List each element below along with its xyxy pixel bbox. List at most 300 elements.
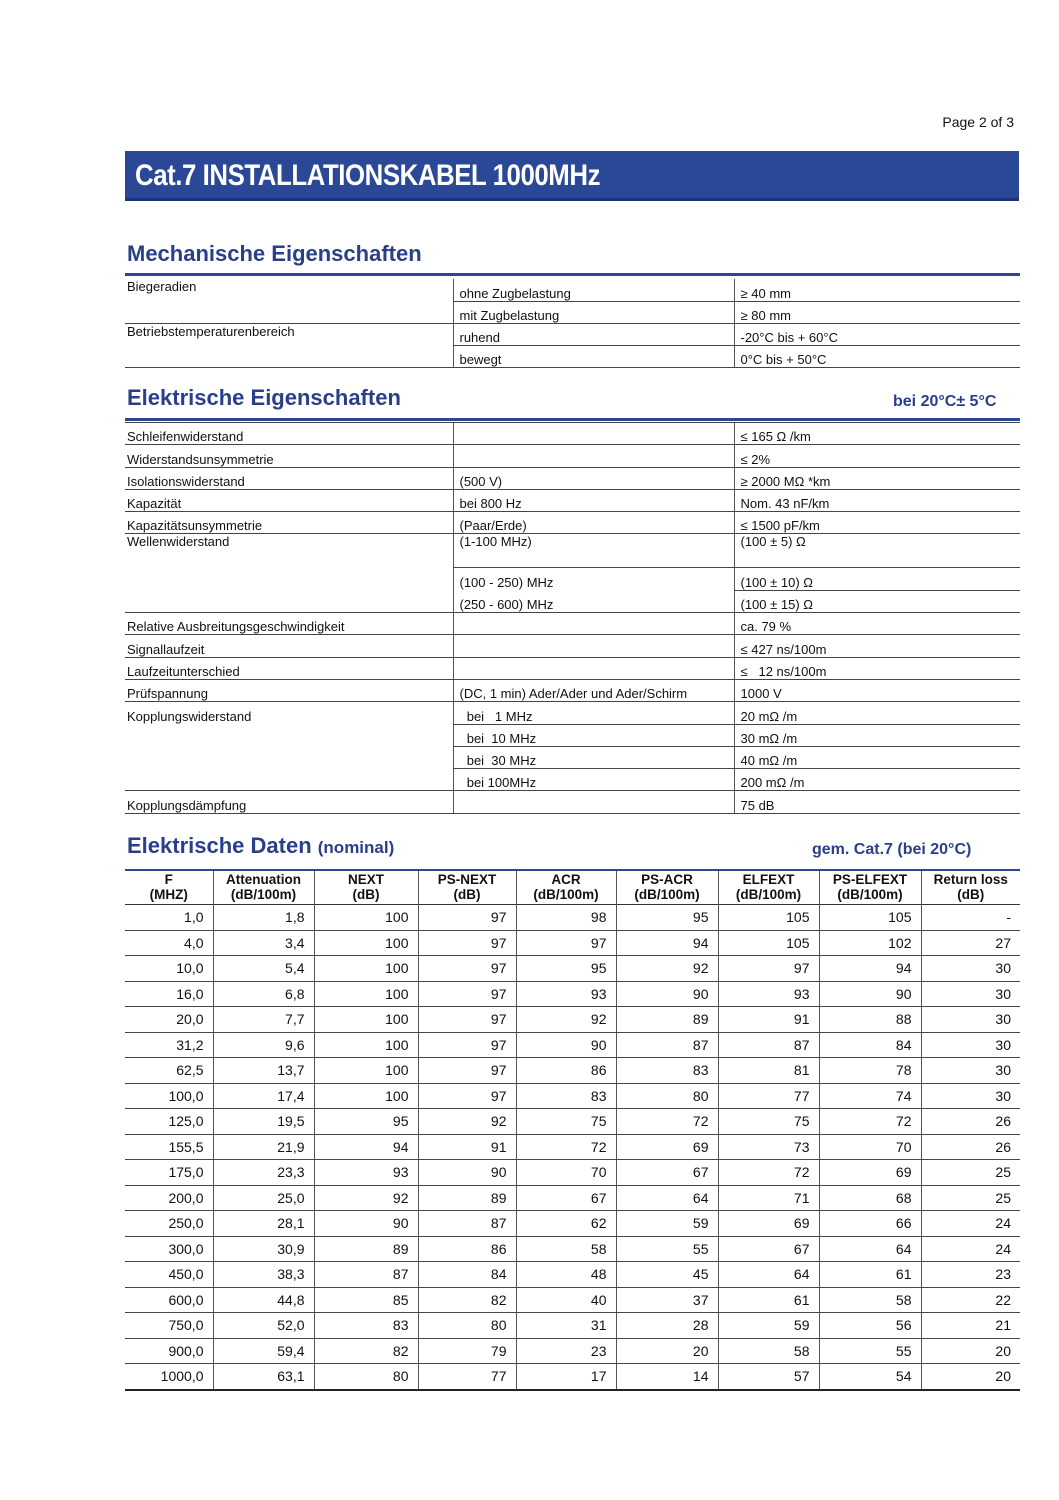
mechanical-value: ≥ 40 mm (734, 279, 1020, 301)
column-header-line: (dB) (957, 887, 985, 902)
mechanical-property: Biegeradien (127, 279, 197, 294)
table-cell: 175,0 (125, 1160, 213, 1186)
column-header-line: (dB/100m) (230, 887, 297, 902)
table-cell: 59 (718, 1313, 819, 1339)
table-cell: 69 (616, 1134, 718, 1160)
table-cell: 94 (616, 930, 718, 956)
electrical-property: Kapazitätsunsymmetrie (125, 512, 453, 534)
mechanical-rule (125, 273, 1020, 276)
mechanical-value: -20°C bis + 60°C (734, 323, 1020, 345)
electrical-row (125, 445, 1020, 467)
table-cell: 17 (516, 1364, 616, 1390)
table-cell: 90 (314, 1211, 418, 1237)
table-cell: 30 (921, 1058, 1020, 1084)
table-cell: 92 (314, 1185, 418, 1211)
table-cell: 97 (418, 1032, 516, 1058)
table-cell: 30,9 (213, 1236, 314, 1262)
document-title: Cat.7 INSTALLATIONSKABEL 1000MHz (135, 159, 601, 192)
electrical-row (125, 679, 1020, 701)
electrical-condition (453, 613, 734, 635)
column-header (125, 870, 213, 905)
electrical-property: Kopplungsdämpfung (125, 791, 453, 813)
table-row (125, 1236, 1020, 1262)
table-cell: 25 (921, 1160, 1020, 1186)
electrical-value: 200 mΩ /m (734, 769, 1020, 791)
data-standard-note: gem. Cat.7 (bei 20°C) (812, 841, 972, 858)
table-row (125, 1364, 1020, 1390)
table-cell: 10,0 (125, 956, 213, 982)
table-cell: 77 (718, 1083, 819, 1109)
table-cell: 61 (718, 1287, 819, 1313)
table-row (125, 930, 1020, 956)
electrical-condition: bei 100MHz (453, 769, 734, 791)
table-cell: 59 (616, 1211, 718, 1237)
table-cell: 56 (819, 1313, 921, 1339)
mechanical-condition: ohne Zugbelastung (453, 279, 734, 301)
table-cell: 97 (418, 1083, 516, 1109)
column-header (921, 870, 1020, 905)
table-cell: 87 (314, 1262, 418, 1288)
electrical-property: Wellenwiderstand (127, 534, 230, 550)
table-cell: 87 (418, 1211, 516, 1237)
table-cell: 95 (516, 956, 616, 982)
table-cell: 100 (314, 1007, 418, 1033)
electrical-value: ≥ 2000 MΩ *km (734, 467, 1020, 489)
table-cell: 100 (314, 1032, 418, 1058)
electrical-value: 1000 V (734, 679, 1020, 701)
electrical-value: (100 ± 15) Ω (734, 590, 1020, 612)
electrical-condition: (DC, 1 min) Ader/Ader und Ader/Schirm (453, 679, 734, 701)
electrical-value: ≤ 1500 pF/km (734, 512, 1020, 534)
table-cell: 1,0 (125, 905, 213, 931)
table-row (125, 1109, 1020, 1135)
table-cell: 105 (819, 905, 921, 931)
column-header (616, 870, 718, 905)
table-cell: 87 (616, 1032, 718, 1058)
table-cell: 14 (616, 1364, 718, 1390)
column-header (213, 870, 314, 905)
table-cell: 4,0 (125, 930, 213, 956)
mechanical-heading: Mechanische Eigenschaften (127, 241, 422, 266)
electrical-value: ≤ 165 Ω /km (734, 423, 1020, 445)
table-cell: 67 (718, 1236, 819, 1262)
table-cell: 100 (314, 1058, 418, 1084)
column-header-line: (MHZ) (149, 887, 188, 902)
table-cell: 73 (718, 1134, 819, 1160)
electrical-condition (453, 791, 734, 813)
table-cell: 750,0 (125, 1313, 213, 1339)
column-header-line: ELFEXT (742, 872, 795, 887)
electrical-property: Widerstandsunsymmetrie (125, 445, 453, 467)
table-cell: 450,0 (125, 1262, 213, 1288)
column-header-line: (dB/100m) (837, 887, 903, 902)
electrical-property: Schleifenwiderstand (125, 423, 453, 445)
electrical-condition (453, 445, 734, 467)
electrical-row (125, 702, 1020, 724)
table-cell: 72 (718, 1160, 819, 1186)
table-row (125, 1032, 1020, 1058)
electrical-property: Relative Ausbreitungsgeschwindigkeit (125, 613, 453, 635)
table-cell: 23 (516, 1338, 616, 1364)
table-cell: 16,0 (125, 981, 213, 1007)
table-cell: 94 (314, 1134, 418, 1160)
table-cell: 71 (718, 1185, 819, 1211)
table-cell: 64 (819, 1236, 921, 1262)
electrical-property: Laufzeitunterschied (125, 657, 453, 679)
table-row (125, 1007, 1020, 1033)
table-row (125, 1313, 1020, 1339)
table-cell: 30 (921, 1007, 1020, 1033)
table-row (125, 1160, 1020, 1186)
table-cell: 82 (418, 1287, 516, 1313)
mechanical-value: ≥ 80 mm (734, 301, 1020, 323)
column-header-line: (dB) (453, 887, 481, 902)
electrical-value: ≤ 427 ns/100m (734, 635, 1020, 657)
table-cell: 100 (314, 1083, 418, 1109)
table-cell: 44,8 (213, 1287, 314, 1313)
column-header-line: PS-ELFEXT (832, 872, 908, 887)
table-cell: 88 (819, 1007, 921, 1033)
table-cell: 19,5 (213, 1109, 314, 1135)
electrical-value: 30 mΩ /m (734, 724, 1020, 746)
mechanical-row (125, 279, 1020, 301)
table-cell: 86 (418, 1236, 516, 1262)
table-cell: 97 (718, 956, 819, 982)
table-cell: 24 (921, 1236, 1020, 1262)
table-cell: 95 (314, 1109, 418, 1135)
electrical-row (125, 423, 1020, 445)
table-cell: 155,5 (125, 1134, 213, 1160)
table-row (125, 1287, 1020, 1313)
electrical-property: Isolationswiderstand (125, 467, 453, 489)
table-cell: 83 (616, 1058, 718, 1084)
table-cell: 90 (418, 1160, 516, 1186)
table-cell: 26 (921, 1134, 1020, 1160)
column-header (418, 870, 516, 905)
table-cell: 86 (516, 1058, 616, 1084)
table-cell: 59,4 (213, 1338, 314, 1364)
table-cell: 90 (516, 1032, 616, 1058)
table-row (125, 1134, 1020, 1160)
table-cell: 61 (819, 1262, 921, 1288)
table-cell: 105 (718, 930, 819, 956)
electrical-data-table (125, 869, 1020, 1391)
table-cell: 74 (819, 1083, 921, 1109)
electrical-condition: (500 V) (453, 467, 734, 489)
electrical-condition: (1-100 MHz) (453, 534, 734, 568)
table-cell: 13,7 (213, 1058, 314, 1084)
electrical-value: ca. 79 % (734, 613, 1020, 635)
table-cell: 87 (718, 1032, 819, 1058)
data-heading-title: Elektrische Daten (127, 833, 312, 858)
table-row (125, 1185, 1020, 1211)
table-cell: 62,5 (125, 1058, 213, 1084)
electrical-property: Kapazität (125, 489, 453, 511)
table-cell: 89 (616, 1007, 718, 1033)
table-cell: 97 (418, 930, 516, 956)
table-cell: 9,6 (213, 1032, 314, 1058)
table-cell: 20,0 (125, 1007, 213, 1033)
mechanical-value: 0°C bis + 50°C (734, 345, 1020, 367)
mechanical-condition: ruhend (453, 323, 734, 345)
table-cell: 100,0 (125, 1083, 213, 1109)
electrical-heading: Elektrische Eigenschaften (127, 385, 401, 410)
table-cell: 250,0 (125, 1211, 213, 1237)
column-header-line: Attenuation (226, 872, 301, 887)
table-cell: 80 (418, 1313, 516, 1339)
electrical-value: 20 mΩ /m (734, 702, 1020, 724)
electrical-row (125, 568, 1020, 590)
table-cell: 82 (314, 1338, 418, 1364)
mechanical-property (125, 301, 453, 323)
table-cell: 97 (418, 981, 516, 1007)
column-header-line: F (164, 872, 173, 887)
electrical-property (125, 769, 453, 791)
table-cell: 102 (819, 930, 921, 956)
table-cell: 1000,0 (125, 1364, 213, 1390)
electrical-condition (453, 657, 734, 679)
electrical-row (125, 769, 1020, 791)
table-cell: 55 (819, 1338, 921, 1364)
table-cell: 31 (516, 1313, 616, 1339)
table-cell: 900,0 (125, 1338, 213, 1364)
table-cell: 38,3 (213, 1262, 314, 1288)
column-header-line: Return loss (933, 872, 1008, 887)
table-cell: 91 (718, 1007, 819, 1033)
table-cell: 100 (314, 981, 418, 1007)
electrical-row (125, 657, 1020, 679)
table-cell: 25 (921, 1185, 1020, 1211)
electrical-row (125, 534, 1020, 568)
table-cell: 83 (314, 1313, 418, 1339)
table-cell: 24 (921, 1211, 1020, 1237)
table-cell: 72 (616, 1109, 718, 1135)
table-cell: 93 (314, 1160, 418, 1186)
table-cell: 20 (616, 1338, 718, 1364)
table-cell: 97 (418, 905, 516, 931)
table-cell: 300,0 (125, 1236, 213, 1262)
table-cell: 72 (819, 1109, 921, 1135)
table-row (125, 1262, 1020, 1288)
table-cell: 93 (718, 981, 819, 1007)
electrical-property (125, 724, 453, 746)
table-cell: 69 (718, 1211, 819, 1237)
table-cell: 78 (819, 1058, 921, 1084)
table-cell: 3,4 (213, 930, 314, 956)
table-cell: 23,3 (213, 1160, 314, 1186)
table-cell: 28 (616, 1313, 718, 1339)
table-cell: 58 (718, 1338, 819, 1364)
table-cell: 21,9 (213, 1134, 314, 1160)
electrical-condition: bei 800 Hz (453, 489, 734, 511)
table-cell: 94 (819, 956, 921, 982)
table-cell: 90 (819, 981, 921, 1007)
table-cell: 45 (616, 1262, 718, 1288)
table-cell: 26 (921, 1109, 1020, 1135)
mechanical-property (125, 345, 453, 367)
column-header-line: PS-ACR (641, 872, 693, 887)
electrical-condition: (Paar/Erde) (453, 512, 734, 534)
table-cell: 30 (921, 956, 1020, 982)
electrical-table (125, 422, 1020, 814)
table-cell: 69 (819, 1160, 921, 1186)
table-cell: 79 (418, 1338, 516, 1364)
mechanical-row (125, 301, 1020, 323)
table-cell: 80 (616, 1083, 718, 1109)
table-cell: 64 (718, 1262, 819, 1288)
table-cell: 5,4 (213, 956, 314, 982)
table-cell: 25,0 (213, 1185, 314, 1211)
table-cell: 63,1 (213, 1364, 314, 1390)
electrical-value: ≤ 12 ns/100m (734, 657, 1020, 679)
table-cell: 75 (516, 1109, 616, 1135)
table-cell: 37 (616, 1287, 718, 1313)
table-cell: 97 (418, 1058, 516, 1084)
electrical-condition: (100 - 250) MHz (453, 568, 734, 590)
electrical-row (125, 635, 1020, 657)
electrical-value: Nom. 43 nF/km (734, 489, 1020, 511)
electrical-condition: bei 30 MHz (453, 746, 734, 768)
table-cell: 58 (516, 1236, 616, 1262)
electrical-value: (100 ± 5) Ω (734, 534, 1020, 568)
electrical-property (125, 568, 453, 590)
table-cell: 67 (616, 1160, 718, 1186)
table-cell: 54 (819, 1364, 921, 1390)
table-row (125, 905, 1020, 931)
table-cell: 89 (418, 1185, 516, 1211)
table-cell: 28,1 (213, 1211, 314, 1237)
electrical-row (125, 512, 1020, 534)
table-cell: 91 (418, 1134, 516, 1160)
electrical-condition: (250 - 600) MHz (453, 590, 734, 612)
table-cell: 17,4 (213, 1083, 314, 1109)
column-header-line: ACR (551, 872, 581, 887)
electrical-row (125, 791, 1020, 813)
table-cell: 97 (418, 956, 516, 982)
mechanical-row (125, 323, 1020, 345)
table-cell: 30 (921, 1032, 1020, 1058)
table-cell: 95 (616, 905, 718, 931)
electrical-value: (100 ± 10) Ω (734, 568, 1020, 590)
table-cell: 81 (718, 1058, 819, 1084)
electrical-condition-note: bei 20°C± 5°C (893, 393, 997, 410)
table-cell: 62 (516, 1211, 616, 1237)
column-header-line: (dB) (352, 887, 380, 902)
table-cell: 100 (314, 956, 418, 982)
table-row (125, 1058, 1020, 1084)
column-header (819, 870, 921, 905)
title-banner (125, 151, 1019, 201)
mechanical-condition: mit Zugbelastung (453, 301, 734, 323)
table-cell: 85 (314, 1287, 418, 1313)
table-cell: 600,0 (125, 1287, 213, 1313)
table-cell: 1,8 (213, 905, 314, 931)
table-cell: 90 (616, 981, 718, 1007)
data-heading (127, 833, 394, 859)
table-cell: 68 (819, 1185, 921, 1211)
table-cell: 70 (516, 1160, 616, 1186)
table-cell: 200,0 (125, 1185, 213, 1211)
electrical-row (125, 613, 1020, 635)
mechanical-condition: bewegt (453, 345, 734, 367)
table-cell: 20 (921, 1338, 1020, 1364)
electrical-row (125, 489, 1020, 511)
table-cell: 125,0 (125, 1109, 213, 1135)
column-header-line: NEXT (347, 872, 384, 887)
table-cell: 92 (418, 1109, 516, 1135)
electrical-value: 40 mΩ /m (734, 746, 1020, 768)
electrical-property: Kopplungswiderstand (127, 709, 252, 725)
electrical-value: 75 dB (734, 791, 1020, 813)
table-cell: 92 (616, 956, 718, 982)
column-header (516, 870, 616, 905)
column-header-line: (dB/100m) (634, 887, 700, 902)
table-cell: 84 (418, 1262, 516, 1288)
column-header (314, 870, 418, 905)
table-cell: 72 (516, 1134, 616, 1160)
electrical-condition: bei 10 MHz (453, 724, 734, 746)
table-cell: - (921, 905, 1020, 931)
table-cell: 105 (718, 905, 819, 931)
table-cell: 93 (516, 981, 616, 1007)
table-cell: 48 (516, 1262, 616, 1288)
table-cell: 20 (921, 1364, 1020, 1390)
table-cell: 89 (314, 1236, 418, 1262)
table-cell: 30 (921, 981, 1020, 1007)
column-header-line: PS-NEXT (437, 872, 497, 887)
table-cell: 40 (516, 1287, 616, 1313)
table-cell: 55 (616, 1236, 718, 1262)
table-cell: 57 (718, 1364, 819, 1390)
table-row (125, 981, 1020, 1007)
table-cell: 58 (819, 1287, 921, 1313)
table-cell: 21 (921, 1313, 1020, 1339)
table-cell: 30 (921, 1083, 1020, 1109)
electrical-condition (453, 423, 734, 445)
electrical-row (125, 467, 1020, 489)
table-cell: 92 (516, 1007, 616, 1033)
electrical-property (125, 590, 453, 612)
table-cell: 98 (516, 905, 616, 931)
table-cell: 27 (921, 930, 1020, 956)
table-row (125, 1211, 1020, 1237)
table-cell: 22 (921, 1287, 1020, 1313)
table-cell: 64 (616, 1185, 718, 1211)
electrical-condition: bei 1 MHz (453, 702, 734, 724)
table-cell: 100 (314, 905, 418, 931)
table-row (125, 1083, 1020, 1109)
electrical-property: Prüfspannung (125, 679, 453, 701)
table-cell: 67 (516, 1185, 616, 1211)
mechanical-table (125, 279, 1020, 368)
electrical-value: ≤ 2% (734, 445, 1020, 467)
table-cell: 97 (516, 930, 616, 956)
electrical-property: Signallaufzeit (125, 635, 453, 657)
electrical-row (125, 724, 1020, 746)
table-cell: 80 (314, 1364, 418, 1390)
table-cell: 100 (314, 930, 418, 956)
table-cell: 6,8 (213, 981, 314, 1007)
electrical-rule (125, 418, 1020, 421)
table-cell: 23 (921, 1262, 1020, 1288)
table-row (125, 1338, 1020, 1364)
table-cell: 52,0 (213, 1313, 314, 1339)
table-cell: 31,2 (125, 1032, 213, 1058)
page-number: Page 2 of 3 (942, 114, 1014, 130)
electrical-condition (453, 635, 734, 657)
data-heading-suffix: (nominal) (317, 838, 395, 857)
mechanical-property: Betriebstemperaturenbereich (127, 323, 295, 339)
